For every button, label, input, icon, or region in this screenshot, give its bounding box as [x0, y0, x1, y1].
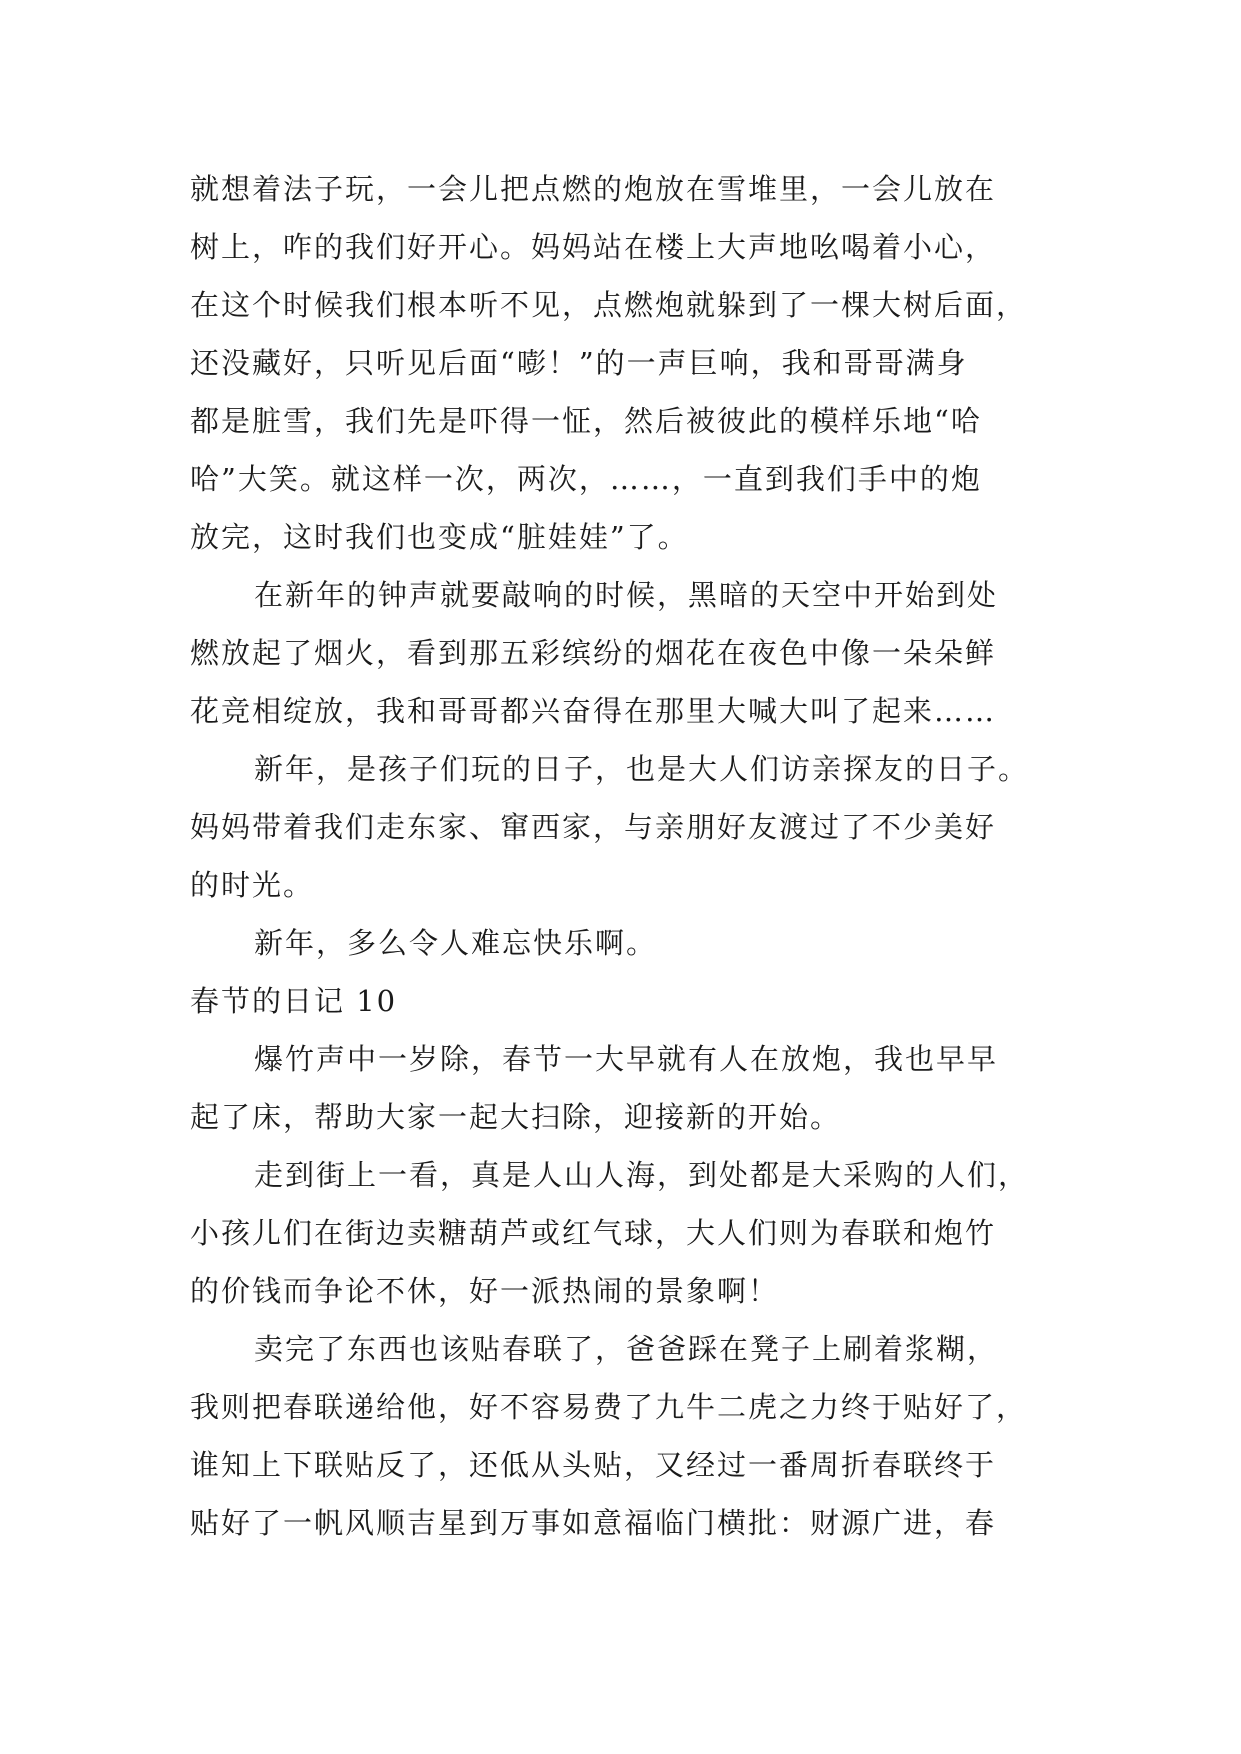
- text-line: 的时光。: [190, 868, 315, 902]
- paragraph-start-line: 新年，多么令人难忘快乐啊。: [254, 926, 658, 960]
- text-line: 贴好了一帆风顺吉星到万事如意福临门横批：财源广进，春: [190, 1506, 997, 1540]
- paragraph-start-line: 在新年的钟声就要敲响的时候，黑暗的天空中开始到处: [254, 578, 999, 612]
- text-line: 在这个时候我们根本听不见，点燃炮就躲到了一棵大树后面，: [190, 288, 1028, 322]
- paragraph-start-line: 卖完了东西也该贴春联了，爸爸踩在凳子上刷着浆糊，: [254, 1332, 999, 1366]
- paragraph-start-line: 新年，是孩子们玩的日子，也是大人们访亲探友的日子。: [254, 752, 1030, 786]
- text-line: 谁知上下联贴反了，还低从头贴，又经过一番周折春联终于: [190, 1448, 997, 1482]
- text-line: 起了床，帮助大家一起大扫除，迎接新的开始。: [190, 1100, 842, 1134]
- text-line: 花竞相绽放，我和哥哥都兴奋得在那里大喊大叫了起来……: [190, 694, 997, 728]
- section-heading: 春节的日记 10: [190, 984, 398, 1018]
- paragraph-start-line: 爆竹声中一岁除，春节一大早就有人在放炮，我也早早: [254, 1042, 999, 1076]
- text-line: 还没藏好，只听见后面“嘭！”的一声巨响，我和哥哥满身: [190, 346, 968, 380]
- text-line: 小孩儿们在街边卖糖葫芦或红气球，大人们则为春联和炮竹: [190, 1216, 997, 1250]
- text-line: 哈”大笑。就这样一次，两次，……，一直到我们手中的炮: [190, 462, 982, 496]
- text-line: 妈妈带着我们走东家、窜西家，与亲朋好友渡过了不少美好: [190, 810, 997, 844]
- text-line: 燃放起了烟火，看到那五彩缤纷的烟花在夜色中像一朵朵鲜: [190, 636, 997, 670]
- text-line: 我则把春联递给他，好不容易费了九牛二虎之力终于贴好了，: [190, 1390, 1028, 1424]
- text-line: 树上，咋的我们好开心。妈妈站在楼上大声地吆喝着小心，: [190, 230, 997, 264]
- paragraph-start-line: 走到街上一看，真是人山人海，到处都是大采购的人们，: [254, 1158, 1030, 1192]
- text-line: 就想着法子玩，一会儿把点燃的炮放在雪堆里，一会儿放在: [190, 172, 997, 206]
- document-body: [190, 160, 1090, 1552]
- text-line: 放完，这时我们也变成“脏娃娃”了。: [190, 520, 689, 554]
- text-line: 都是脏雪，我们先是吓得一怔，然后被彼此的模样乐地“哈: [190, 404, 982, 438]
- text-line: 的价钱而争论不休，好一派热闹的景象啊！: [190, 1274, 780, 1308]
